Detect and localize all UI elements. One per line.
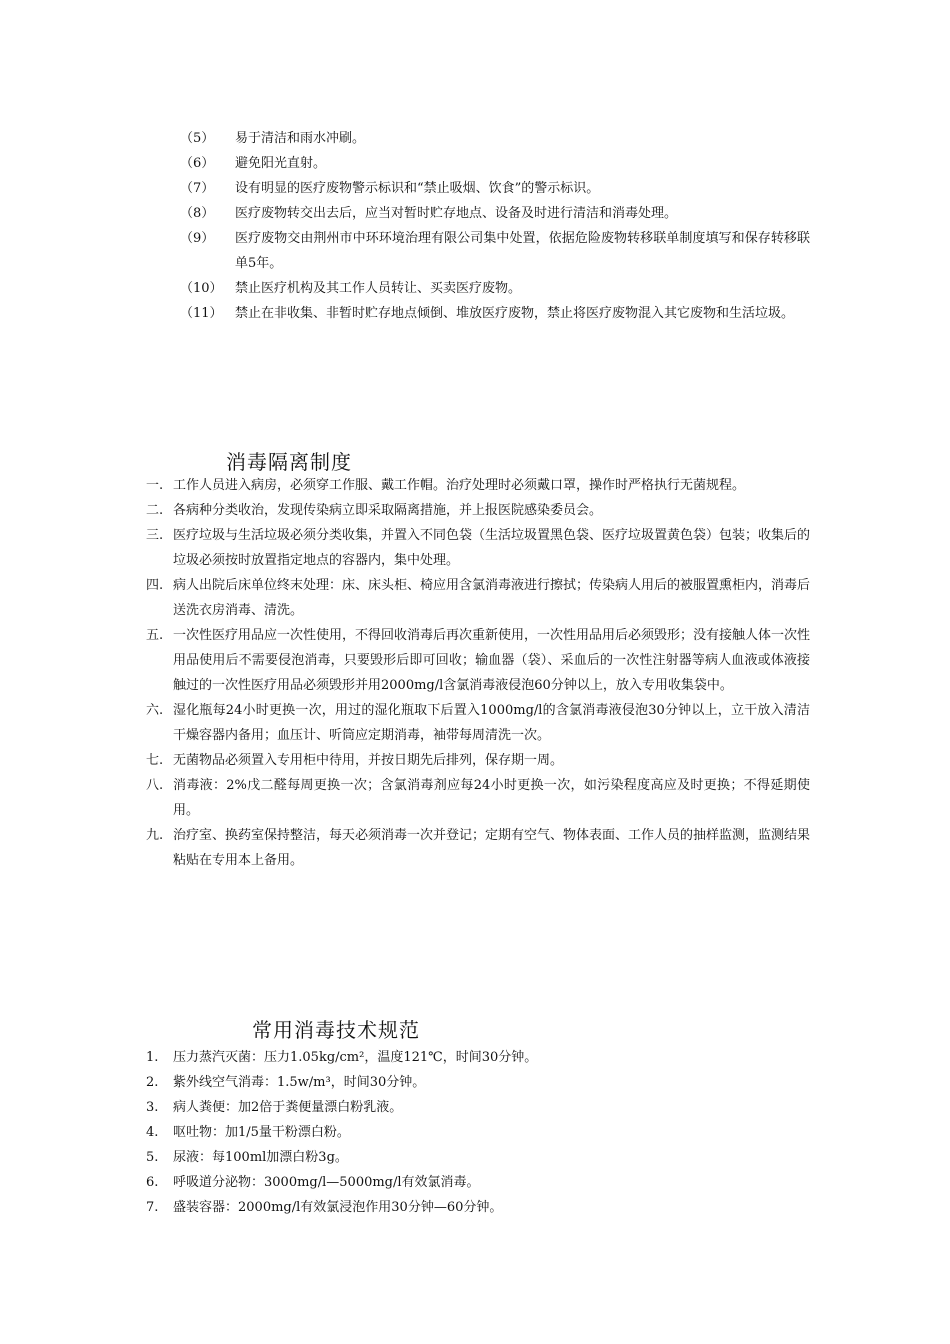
item-number: 八.: [146, 778, 164, 793]
item-text: 工作人员进入病房，必须穿工作服、戴工作帽。治疗处理时必须戴口罩，操作时严格执行无菌规程。: [173, 478, 746, 493]
item-number: （10）: [180, 281, 223, 296]
item-text: 无菌物品必须置入专用柜中待用，并按日期先后排列，保存期一周。: [173, 753, 564, 768]
item-text: 病人出院后床单位终末处理：床、床头柜、椅应用含氯消毒液进行擦拭；传染病人用后的被服置熏柜内，消毒后送洗衣房消毒、清洗。: [173, 578, 811, 618]
item-number: 三.: [146, 528, 164, 543]
item-text: 呕吐物：加1/5量干粉漂白粉。: [173, 1125, 350, 1140]
item-text: 医疗废物交由荆州市中环环境治理有限公司集中处置，依据危险废物转移联单制度填写和保存转移联单5年。: [235, 231, 810, 271]
item-text: 压力蒸汽灭菌：压力1.05kg/cm²，温度121℃，时间30分钟。: [173, 1050, 538, 1065]
item-number: 1.: [146, 1050, 159, 1065]
item-text: 禁止在非收集、非暂时贮存地点倾倒、堆放医疗废物，禁止将医疗废物混入其它废物和生活垃圾。: [235, 306, 795, 321]
item-number: 四.: [146, 578, 164, 593]
list-item: [146, 748, 810, 773]
item-text: 湿化瓶每24小时更换一次，用过的湿化瓶取下后置入1000mg/l的含氯消毒液侵泡30分钟以上，立干放入清洁干燥容器内备用；血压计、听筒应定期消毒，袖带每周清洗一次。: [173, 703, 810, 743]
item-number: 一.: [146, 478, 164, 493]
item-text: 治疗室、换药室保持整洁，每天必须消毒一次并登记；定期有空气、物体表面、工作人员的抽样监测，监测结果粘贴在专用本上备用。: [173, 828, 811, 868]
item-text: 消毒液：2%戊二醛每周更换一次；含氯消毒剂应每24小时更换一次，如污染程度高应及时更换；不得延期使用。: [173, 778, 810, 818]
item-text: 呼吸道分泌物：3000mg/l—5000mg/l有效氯消毒。: [173, 1175, 480, 1190]
item-text: 医疗垃圾与生活垃圾必须分类收集，并置入不同色袋（生活垃圾置黑色袋、医疗垃圾置黄色袋）包装；收集后的垃圾必须按时放置指定地点的容器内，集中处理。: [173, 528, 811, 568]
list-item: [146, 1095, 810, 1120]
list-item: [180, 176, 810, 201]
item-text: 病人粪便：加2倍于粪便量漂白粉乳液。: [173, 1100, 403, 1115]
item-text: 紫外线空气消毒：1.5w/m³，时间30分钟。: [173, 1075, 426, 1090]
item-text: 设有明显的医疗废物警示标识和“禁止吸烟、饮食”的警示标识。: [235, 181, 600, 196]
item-number: 九.: [146, 828, 164, 843]
item-number: 七.: [146, 753, 164, 768]
list-item: [146, 623, 810, 698]
list-item: [180, 126, 810, 151]
disinfection-isolation-list: [146, 473, 810, 873]
item-number: 2.: [146, 1075, 159, 1090]
list-item: [180, 201, 810, 226]
list-item: [180, 301, 810, 326]
list-item: [180, 276, 810, 301]
list-item: [146, 498, 810, 523]
item-text: 医疗废物转交出去后，应当对暂时贮存地点、设备及时进行清洁和消毒处理。: [235, 206, 678, 221]
item-number: （5）: [180, 131, 215, 146]
item-number: 五.: [146, 628, 164, 643]
item-number: 6.: [146, 1175, 159, 1190]
item-text: 避免阳光直射。: [235, 156, 327, 171]
item-number: 3.: [146, 1100, 159, 1115]
item-number: （6）: [180, 156, 215, 171]
item-text: 尿液：每100ml加漂白粉3g。: [173, 1150, 348, 1165]
item-text: 盛装容器：2000mg/l有效氯浸泡作用30分钟—60分钟。: [173, 1200, 503, 1215]
item-number: （11）: [180, 306, 223, 321]
list-item: [146, 1145, 810, 1170]
list-item: [146, 698, 810, 748]
list-item: [146, 1120, 810, 1145]
item-number: 7.: [146, 1200, 159, 1215]
list-item: [146, 773, 810, 823]
item-text: 禁止医疗机构及其工作人员转让、买卖医疗废物。: [235, 281, 522, 296]
item-text: 一次性医疗用品应一次性使用，不得回收消毒后再次重新使用，一次性用品用后必须毁形；没有接触人体一次性用品使用后不需要侵泡消毒，只要毁形后即可回收；输血器（袋）、采血后的一次性注射器等病人血液或体液接触过的一次性医疗用品必须毁形并用2000mg/l含氯消毒液侵泡60分钟以上，放入专用收集袋中。: [173, 628, 811, 693]
item-number: 六.: [146, 703, 164, 718]
list-item: [146, 1070, 810, 1095]
section-title-disinfection-techniques: 常用消毒技术规范: [252, 1018, 420, 1042]
item-number: （9）: [180, 231, 215, 246]
waste-storage-list: [180, 126, 810, 326]
list-item: [146, 573, 810, 623]
list-item: [146, 523, 810, 573]
list-item: [146, 1170, 810, 1195]
item-number: （7）: [180, 181, 215, 196]
list-item: [180, 151, 810, 176]
item-number: 5.: [146, 1150, 159, 1165]
item-number: 二.: [146, 503, 164, 518]
item-text: 易于清洁和雨水冲刷。: [235, 131, 366, 146]
list-item: [146, 473, 810, 498]
list-item: [180, 226, 810, 276]
list-item: [146, 823, 810, 873]
section-title-disinfection-isolation: 消毒隔离制度: [226, 450, 352, 474]
item-text: 各病种分类收治，发现传染病立即采取隔离措施，并上报医院感染委员会。: [173, 503, 603, 518]
item-number: （8）: [180, 206, 215, 221]
item-number: 4.: [146, 1125, 159, 1140]
disinfection-techniques-list: [146, 1045, 810, 1220]
list-item: [146, 1195, 810, 1220]
list-item: [146, 1045, 810, 1070]
